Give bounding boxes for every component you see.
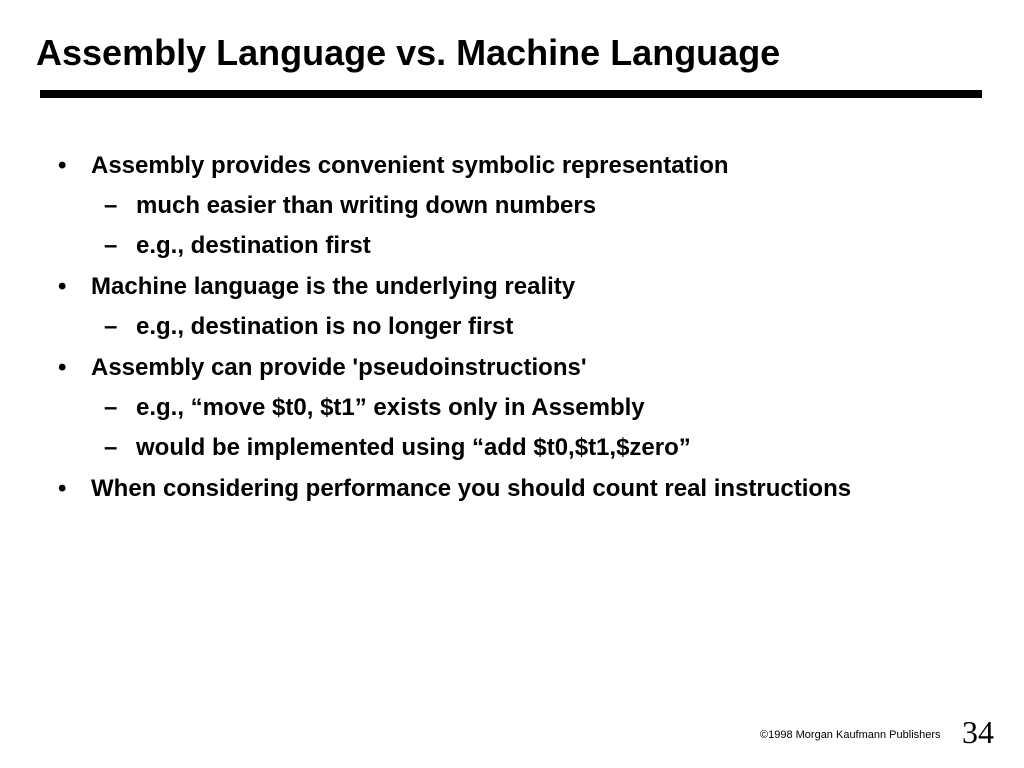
- sub-bullet-item: [0, 432, 1024, 464]
- bullet-list: [0, 150, 1024, 505]
- footer-copyright: ©1998 Morgan Kaufmann Publishers: [760, 729, 941, 741]
- sub-bullet-item: [0, 190, 1024, 222]
- slide-title: Assembly Language vs. Machine Language: [36, 32, 781, 73]
- bullet-item: [0, 150, 1024, 182]
- sub-bullet-marker: –: [104, 313, 118, 340]
- bullet-marker: •: [58, 475, 67, 502]
- title-rule: [40, 90, 982, 98]
- sub-bullet-item: [0, 230, 1024, 262]
- bullet-item: [0, 271, 1024, 303]
- sub-bullet-item: [0, 311, 1024, 343]
- bullet-text: Assembly can provide 'pseudoinstructions': [91, 354, 587, 381]
- bullet-marker: •: [58, 273, 67, 300]
- page-number: 34: [962, 714, 994, 750]
- bullet-marker: •: [58, 152, 67, 179]
- sub-bullet-marker: –: [104, 434, 118, 461]
- sub-bullet-text: much easier than writing down numbers: [136, 192, 597, 219]
- sub-bullet-text: e.g., destination first: [136, 232, 371, 259]
- sub-bullet-marker: –: [104, 192, 118, 219]
- bullet-item: [0, 352, 1024, 384]
- sub-bullet-item: [0, 392, 1024, 424]
- sub-bullet-text: would be implemented using “add $t0,$t1,$zero”: [136, 434, 691, 461]
- sub-bullet-marker: –: [104, 394, 118, 421]
- bullet-text: When considering performance you should count real instructions: [91, 475, 852, 502]
- bullet-text: Assembly provides convenient symbolic representation: [91, 152, 729, 179]
- sub-bullet-marker: –: [104, 232, 118, 259]
- bullet-item: [0, 473, 1024, 505]
- bullet-text: Machine language is the underlying reality: [91, 273, 576, 300]
- bullet-marker: •: [58, 354, 67, 381]
- sub-bullet-text: e.g., destination is no longer first: [136, 313, 514, 340]
- sub-bullet-text: e.g., “move $t0, $t1” exists only in Assembly: [136, 394, 645, 421]
